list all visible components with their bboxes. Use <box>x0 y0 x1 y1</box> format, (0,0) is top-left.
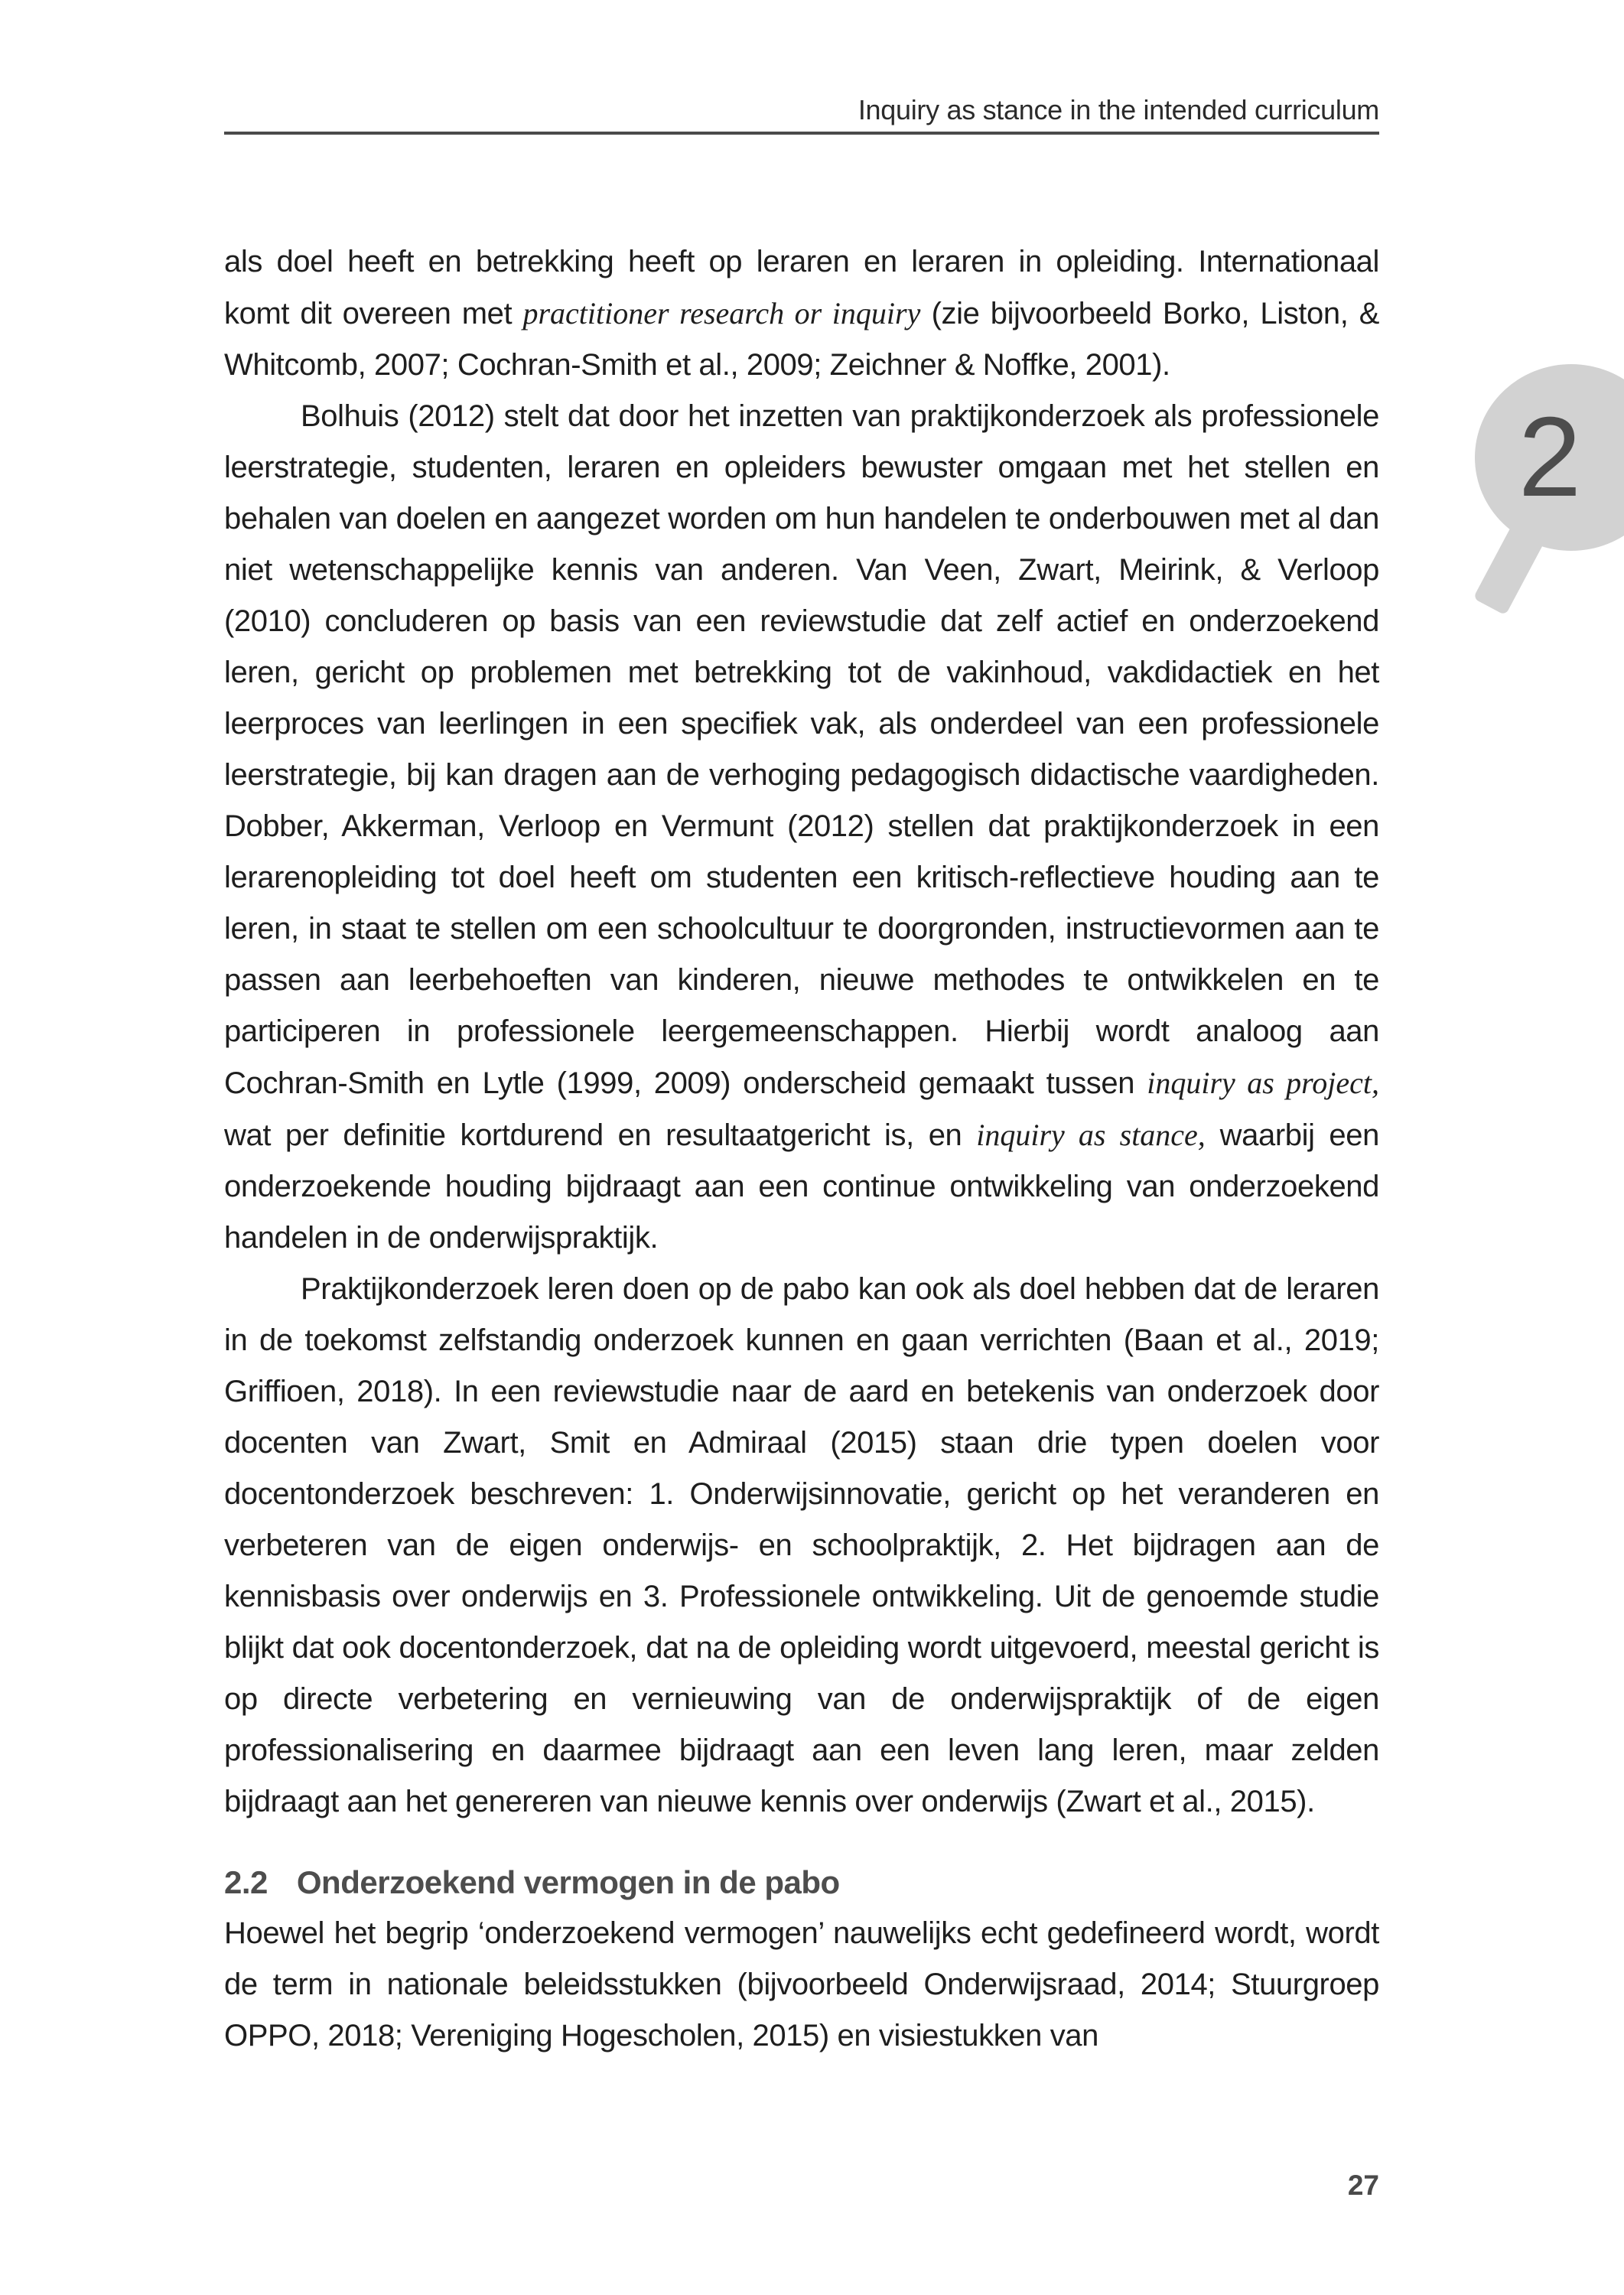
text-segment: als doel heeft en betrekking heeft op leraren en leraren in opleiding. Internationaal komt dit overeen met <box>224 245 1379 330</box>
text-segment: (zie bijvoorbeeld Borko, Liston, & Whitcomb, 2007; Cochran-Smith et al., 2009; Zeichner & Noffke, 2001). <box>224 297 1379 382</box>
paragraph-3 <box>224 1264 1379 1828</box>
text-segment: wat per definitie kortdurend en resultaatgericht is, en <box>224 1118 977 1152</box>
header-rule <box>224 132 1379 135</box>
chapter-number: 2 <box>1518 394 1582 520</box>
paragraph-1 <box>224 236 1379 391</box>
page-number: 27 <box>1347 2170 1379 2201</box>
text-segment: Hoewel het begrip ‘onderzoekend vermogen’ nauwelijks echt gedefineerd wordt, wordt de term in nationale beleidsstukken (bijvoorbeeld Onderwijsraad, 2014; Stuurgroep OPPO, 2018; Vereniging Hogescholen, 2015) en visiestukken van <box>224 1916 1379 2052</box>
text-segment: Praktijkonderzoek leren doen op de pabo kan ook als doel hebben dat de leraren in de toekomst zelfstandig onderzoek kunnen en gaan verrichten (Baan et al., 2019; Griffioen, 2018). In een reviewstudie naar de aard en betekenis van onderzoek door docenten van Zwart, Smit en Admiraal (2015) staan drie typen doelen voor docentonderzoek beschreven: 1. Onderwijsinnovatie, gericht op het veranderen en verbeteren van de eigen onderwijs- en schoolpraktijk, 2. Het bijdragen aan de kennisbasis over onderwijs en 3. Professionele ontwikkeling. Uit de genoemde studie blijkt dat ook docentonderzoek, dat na de opleiding wordt uitgevoerd, meestal gericht is op directe verbetering en vernieuwing van de onderwijspraktijk of de eigen professionalisering en daarmee bijdraagt aan een leven lang leren, maar zelden bijdraagt aan het genereren van nieuwe kennis over onderwijs (Zwart et al., 2015). <box>224 1272 1379 1818</box>
section-title: Onderzoekend vermogen in de pabo <box>296 1864 840 1900</box>
running-header: Inquiry as stance in the intended curriculum <box>858 94 1379 125</box>
section-heading <box>224 1857 1379 1908</box>
text-segment: waarbij een onderzoekende houding bijdraagt aan een continue ontwikkeling van onderzoekend handelen in de onderwijspraktijk. <box>224 1118 1379 1255</box>
italic-text-segment: practitioner research or inquiry <box>522 296 921 330</box>
section-number: 2.2 <box>224 1864 268 1900</box>
text-segment: Bolhuis (2012) stelt dat door het inzetten van praktijkonderzoek als professionele leerstrategie, studenten, leraren en opleiders bewuster omgaan met het stellen en behalen van doelen en aangezet worden om hun handelen te onderbouwen met al dan niet wetenschappelijke kennis van anderen. Van Veen, Zwart, Meirink, & Verloop (2010) concluderen op basis van een reviewstudie dat zelf actief en onderzoekend leren, gericht op problemen met betrekking tot de vakinhoud, vakdidactiek en het leerproces van leerlingen in een specifiek vak, als onderdeel van een professionele leerstrategie, bij kan dragen aan de verhoging pedagogisch didactische vaardigheden. Dobber, Akkerman, Verloop en Vermunt (2012) stellen dat praktijkonderzoek in een lerarenopleiding tot doel heeft om studenten een kritisch-reflectieve houding aan te leren, in staat te stellen om een schoolcultuur te doorgronden, instructievormen aan te passen aan leerbehoeften van kinderen, nieuwe methodes te ontwikkelen en te participeren in professionele leergemeenschappen. Hierbij wordt analoog aan Cochran-Smith en Lytle (1999, 2009) onderscheid gemaakt tussen <box>224 399 1379 1100</box>
italic-text-segment: inquiry as project, <box>1147 1066 1379 1100</box>
body-text-column <box>224 236 1379 2062</box>
paragraph-2 <box>224 391 1379 1264</box>
italic-text-segment: inquiry as stance, <box>976 1118 1206 1152</box>
paragraph-4 <box>224 1908 1379 2062</box>
